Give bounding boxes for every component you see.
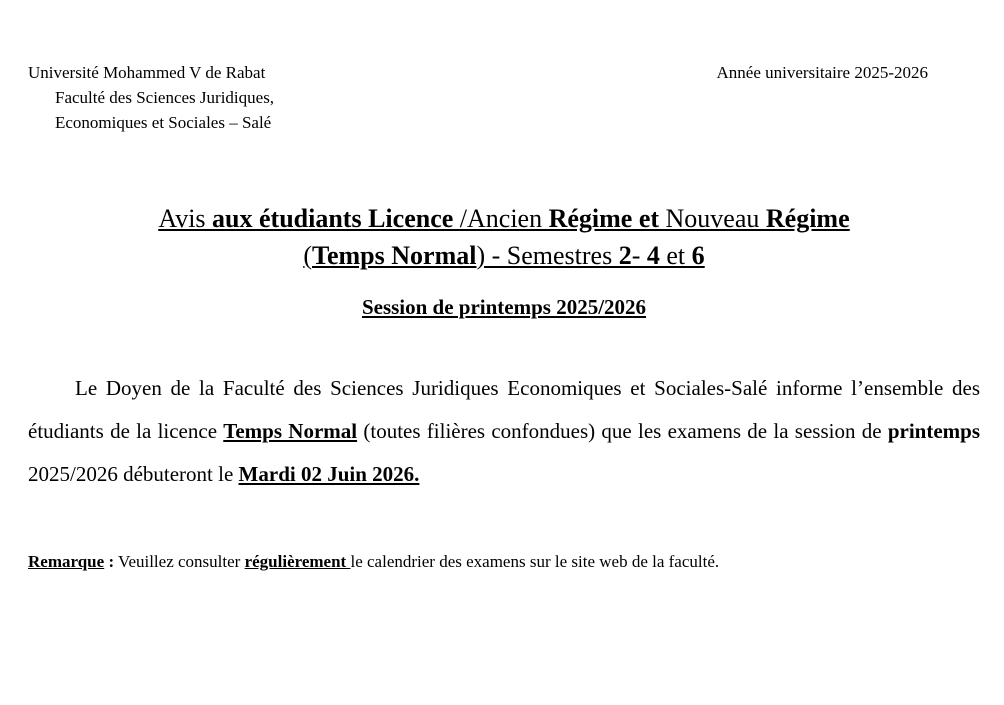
remark-text: le calendrier des examens sur le site web de la faculté.: [350, 552, 720, 571]
remark-text: Veuillez consulter: [114, 552, 245, 571]
title-text: -: [631, 241, 647, 270]
title-text: 2: [618, 241, 632, 270]
title-text: Régime: [765, 204, 850, 233]
title-text: Avis: [158, 204, 213, 233]
title-text: Temps Normal: [312, 241, 477, 270]
title-text: /Ancien: [453, 204, 549, 233]
institution-block: [28, 60, 274, 135]
title-text: Nouveau: [659, 204, 766, 233]
faculty-name-line2: Economiques et Sociales – Salé: [55, 113, 272, 132]
exam-start-date: Mardi 02 Juin 2026.: [238, 462, 420, 486]
title-text: 4: [646, 241, 660, 270]
session-heading: Session de printemps 2025/2026: [361, 295, 647, 319]
body-emphasis: Temps Normal: [223, 419, 358, 443]
title-text: Régime et: [548, 204, 660, 233]
notice-title-line2: [28, 237, 980, 274]
body-text: Le Doyen de la Faculté des Sciences Juridiques Economiques et Sociales-Salé informe l’ensemble des étudiants de la licence: [28, 376, 980, 443]
notice-title: [28, 200, 980, 274]
notice-title-line1: [28, 200, 980, 237]
academic-year: Année universitaire 2025-2026: [716, 63, 928, 82]
title-text: (: [303, 241, 313, 270]
title-text: ) - Semestres: [476, 241, 619, 270]
faculty-name-line1: Faculté des Sciences Juridiques,: [55, 88, 275, 107]
title-text: 6: [691, 241, 705, 270]
title-text: aux étudiants Licence: [212, 204, 454, 233]
title-text: et: [659, 241, 692, 270]
notice-body: [28, 367, 980, 496]
remark-emphasis: régulièrement: [244, 552, 351, 571]
body-text: 2025/2026 débuteront le: [28, 462, 239, 486]
remark-label: Remarque: [28, 552, 105, 571]
university-name: Université Mohammed V de Rabat: [28, 63, 266, 82]
remark-colon: :: [104, 552, 115, 571]
remark-paragraph: [28, 549, 980, 574]
body-text: (toutes filières confondues) que les examens de la session de: [357, 419, 888, 443]
body-emphasis: printemps: [887, 419, 980, 443]
